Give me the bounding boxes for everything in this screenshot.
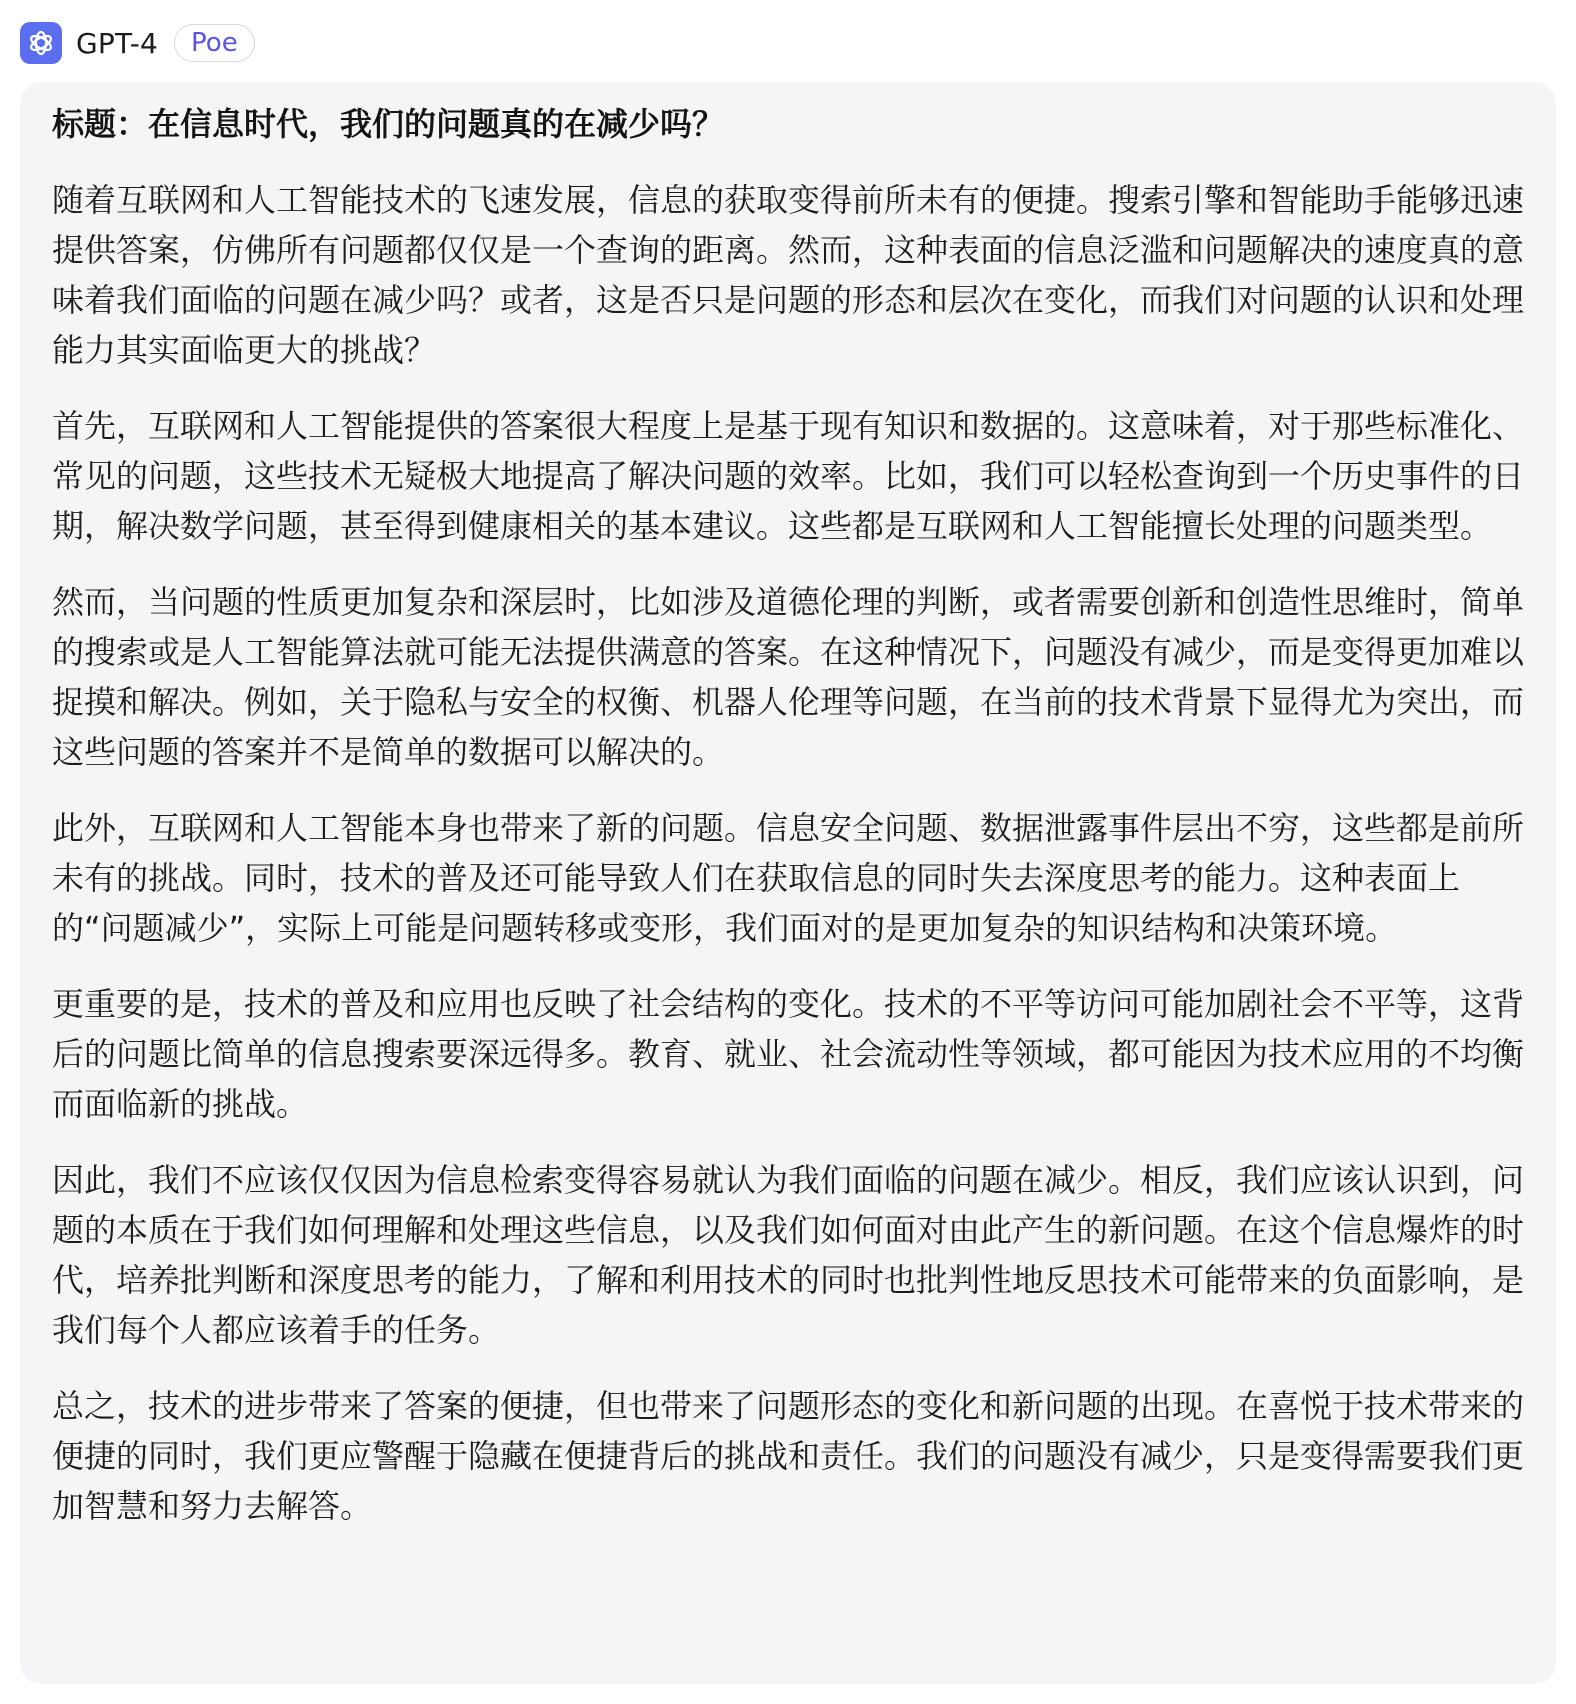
message-paragraph: 随着互联网和人工智能技术的飞速发展，信息的获取变得前所未有的便捷。搜索引擎和智能助手能够迅速提供答案，仿佛所有问题都仅仅是一个查询的距离。然而，这种表面的信息泛滥和问题解决的速度真的意味着我们面临的问题在减少吗？或者，这是否只是问题的形态和层次在变化，而我们对问题的认识和处理能力其实面临更大的挑战？ (52, 181, 1525, 369)
message-paragraph: 更重要的是，技术的普及和应用也反映了社会结构的变化。技术的不平等访问可能加剧社会不平等，这背后的问题比简单的信息搜索要深远得多。教育、就业、社会流动性等领域，都可能因为技术应用的不均衡而面临新的挑战。 (52, 985, 1525, 1123)
bot-avatar[interactable] (20, 22, 62, 64)
message-paragraph: 然而，当问题的性质更加复杂和深层时，比如涉及道德伦理的判断，或者需要创新和创造性思维时，简单的搜索或是人工智能算法就可能无法提供满意的答案。在这种情况下，问题没有减少，而是变得更加难以捉摸和解决。例如，关于隐私与安全的权衡、机器人伦理等问题，在当前的技术背景下显得尤为突出，而这些问题的答案并不是简单的数据可以解决的。 (52, 583, 1525, 771)
openai-logo-icon (26, 28, 56, 58)
message-bubble (20, 82, 1556, 1684)
message-paragraph: 总之，技术的进步带来了答案的便捷，但也带来了问题形态的变化和新问题的出现。在喜悦于技术带来的便捷的同时，我们更应警醒于隐藏在便捷背后的挑战和责任。我们的问题没有减少，只是变得需要我们更加智慧和努力去解答。 (52, 1387, 1525, 1525)
chat-header (20, 20, 255, 66)
message-paragraph: 首先，互联网和人工智能提供的答案很大程度上是基于现有知识和数据的。这意味着，对于那些标准化、常见的问题，这些技术无疑极大地提高了解决问题的效率。比如，我们可以轻松查询到一个历史事件的日期，解决数学问题，甚至得到健康相关的基本建议。这些都是互联网和人工智能擅长处理的问题类型。 (52, 407, 1525, 545)
message-title: 标题：在信息时代，我们的问题真的在减少吗？ (52, 105, 725, 143)
message-paragraph: 因此，我们不应该仅仅因为信息检索变得容易就认为我们面临的问题在减少。相反，我们应该认识到，问题的本质在于我们如何理解和处理这些信息，以及我们如何面对由此产生的新问题。在这个信息爆炸的时代，培养批判断和深度思考的能力，了解和利用技术的同时也批判性地反思技术可能带来的负面影响，是我们每个人都应该着手的任务。 (52, 1161, 1525, 1349)
bot-name[interactable]: GPT-4 (76, 26, 159, 60)
poe-badge[interactable]: Poe (174, 24, 255, 62)
message-paragraph: 此外，互联网和人工智能本身也带来了新的问题。信息安全问题、数据泄露事件层出不穷，这些都是前所未有的挑战。同时，技术的普及还可能导致人们在获取信息的同时失去深度思考的能力。这种表面上的“问题减少”，实际上可能是问题转移或变形，我们面对的是更加复杂的知识结构和决策环境。 (52, 809, 1525, 947)
